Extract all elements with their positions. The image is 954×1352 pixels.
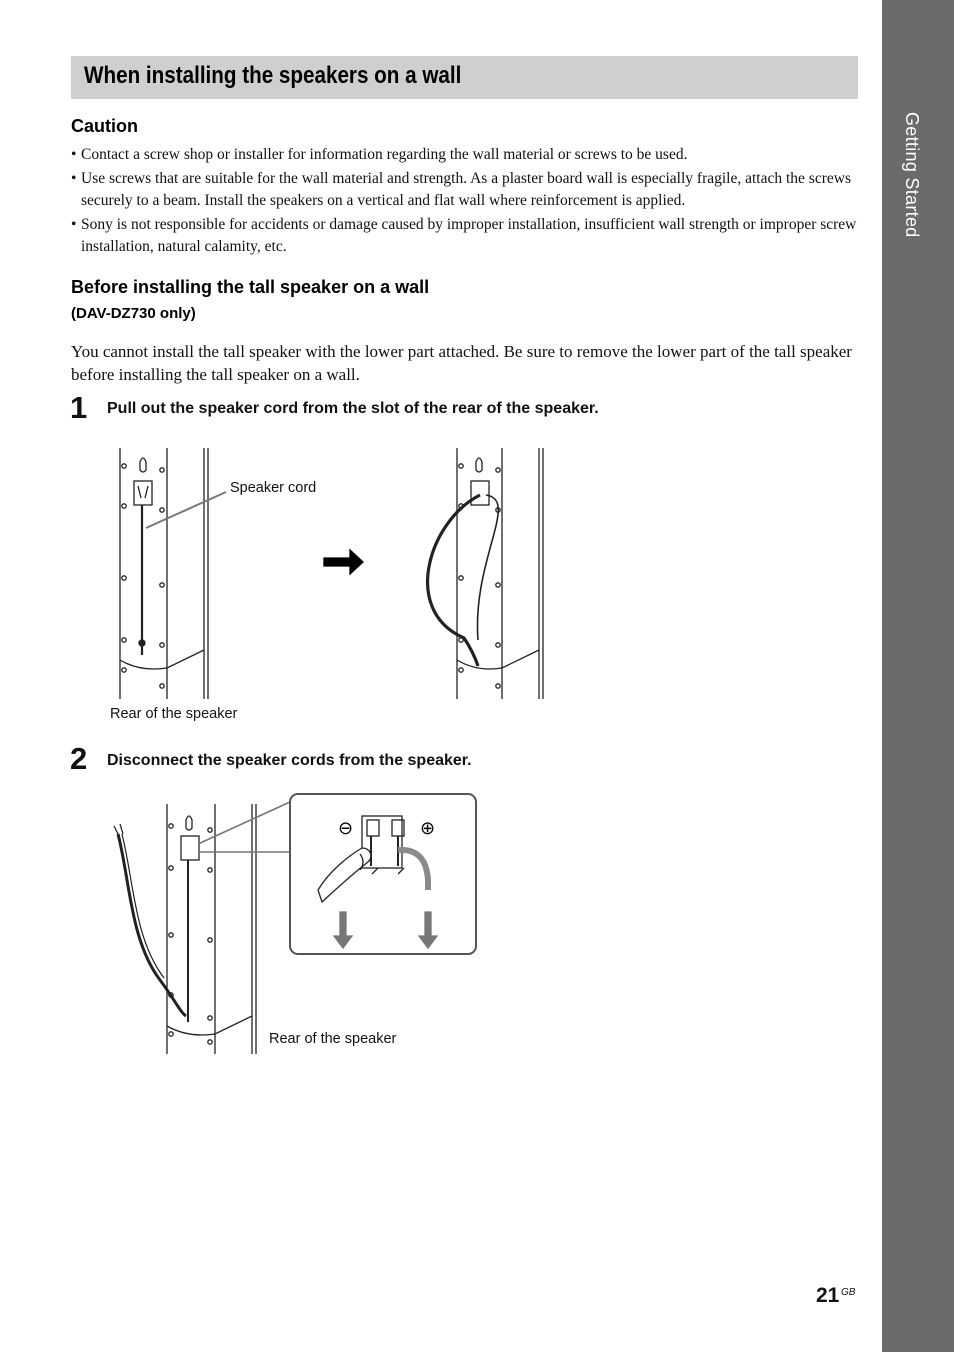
zoom-callout-lines [198,802,290,852]
speaker-cord-label: Speaker cord [230,480,317,496]
speaker-rear [167,804,256,1054]
figure1-caption: Rear of the speaker [110,706,238,722]
step-1-text: Pull out the speaker cord from the slot of the rear of the speaker. [107,400,599,417]
down-arrow-icon [419,912,437,948]
step-2-number: 2 [70,741,88,776]
caution-item: • Use screws that are suitable for the wall material and strength. As a plaster board wall is especially fragile, attach the screws securely to a beam. Install the speakers on a vertical and flat wall where reinforcement is applied. [71,168,861,212]
speaker-rear-before [120,448,208,699]
caution-item: • Contact a screw shop or installer for information regarding the wall material or screws to be used. [71,144,861,166]
figure2-caption: Rear of the speaker [269,1031,397,1047]
down-arrow-icon [334,912,352,948]
figure-disconnect-cords [100,790,490,1060]
caution-item: • Sony is not responsible for accidents or damage caused by improper installation, insufficient wall strength or improper screw installation, natural calamity, etc. [71,214,861,258]
step-2-text: Disconnect the speaker cords from the speaker. [107,752,472,769]
model-note: (DAV-DZ730 only) [71,305,196,322]
right-arrow-icon [324,550,363,574]
caution-list [71,144,861,260]
section-title: When installing the speakers on a wall [84,62,462,89]
figure-pull-out-cord [100,440,570,710]
sidebar-label: Getting Started [902,112,922,238]
plus-terminal-icon: ⊕ [420,818,436,839]
terminal-detail-box [290,794,476,954]
speaker-cord-in-slot [139,505,145,655]
section-header-bar [71,56,858,99]
caution-heading: Caution [71,116,138,136]
callout-leader-line [146,492,226,528]
minus-terminal-icon: ⊖ [338,818,354,839]
before-installing-heading: Before installing the tall speaker on a wall [71,277,430,297]
intro-paragraph: You cannot install the tall speaker with the lower part attached. Be sure to remove the lower part of the tall speaker before installing the tall speaker on a wall. [71,342,852,384]
step-1-number: 1 [70,390,88,425]
page-suffix: GB [841,1287,856,1298]
page-number: 21 [816,1284,840,1307]
loose-speaker-cord [114,824,186,1016]
speaker-rear-after [457,448,543,699]
